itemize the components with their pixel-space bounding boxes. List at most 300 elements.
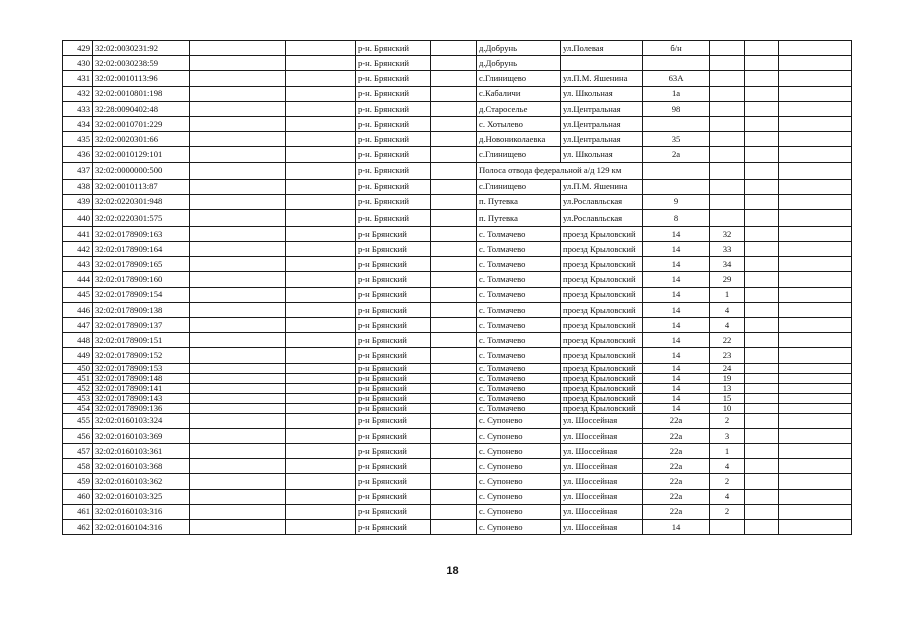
empty-cell xyxy=(431,226,477,241)
district-cell: р-н. Брянский xyxy=(356,132,431,147)
empty-cell xyxy=(190,272,286,287)
empty-cell xyxy=(745,428,779,443)
street-cell: ул. Школьная xyxy=(561,86,643,101)
empty-cell xyxy=(286,428,356,443)
empty-cell xyxy=(431,147,477,162)
empty-cell xyxy=(286,403,356,413)
empty-cell xyxy=(779,383,852,393)
cadastral-number-cell: 32:02:0178909:163 xyxy=(93,226,190,241)
locality-cell: с. Толмачево xyxy=(477,373,561,383)
empty-cell xyxy=(286,179,356,194)
empty-cell xyxy=(745,318,779,333)
empty-cell xyxy=(745,348,779,363)
locality-cell: с. Супонево xyxy=(477,504,561,519)
locality-cell: с. Толмачево xyxy=(477,403,561,413)
table-row xyxy=(63,474,852,489)
empty-cell xyxy=(745,56,779,71)
flat-cell xyxy=(710,71,745,86)
empty-cell xyxy=(286,162,356,179)
row-number-cell: 430 xyxy=(63,56,93,71)
flat-cell xyxy=(710,116,745,131)
row-number-cell: 459 xyxy=(63,474,93,489)
district-cell: р-н. Брянский xyxy=(356,179,431,194)
empty-cell xyxy=(286,302,356,317)
district-cell: р-н Брянский xyxy=(356,272,431,287)
row-number-cell: 438 xyxy=(63,179,93,194)
empty-cell xyxy=(779,86,852,101)
row-number-cell: 458 xyxy=(63,459,93,474)
empty-cell xyxy=(745,257,779,272)
row-number-cell: 457 xyxy=(63,443,93,458)
empty-cell xyxy=(745,363,779,373)
street-cell: ул. Шоссейная xyxy=(561,504,643,519)
cadastral-number-cell: 32:02:0160103:369 xyxy=(93,428,190,443)
house-cell: 1а xyxy=(643,86,710,101)
row-number-cell: 442 xyxy=(63,242,93,257)
empty-cell xyxy=(779,489,852,504)
empty-cell xyxy=(745,519,779,534)
empty-cell xyxy=(745,459,779,474)
empty-cell xyxy=(431,348,477,363)
cadastral-number-cell: 32:02:0178909:164 xyxy=(93,242,190,257)
empty-cell xyxy=(190,393,286,403)
cadastral-number-cell: 32:02:0178909:153 xyxy=(93,363,190,373)
empty-cell xyxy=(779,393,852,403)
row-number-cell: 448 xyxy=(63,333,93,348)
empty-cell xyxy=(190,459,286,474)
table-row xyxy=(63,443,852,458)
street-cell: ул.Центральная xyxy=(561,132,643,147)
empty-cell xyxy=(779,287,852,302)
row-number-cell: 461 xyxy=(63,504,93,519)
house-cell: 9 xyxy=(643,194,710,209)
locality-cell: с. Толмачево xyxy=(477,272,561,287)
cadastral-number-cell: 32:02:0178909:151 xyxy=(93,333,190,348)
row-number-cell: 456 xyxy=(63,428,93,443)
district-cell: р-н Брянский xyxy=(356,413,431,428)
cadastral-number-cell: 32:02:0220301:948 xyxy=(93,194,190,209)
empty-cell xyxy=(431,333,477,348)
empty-cell xyxy=(779,333,852,348)
empty-cell xyxy=(286,194,356,209)
table-row xyxy=(63,318,852,333)
street-cell: ул.П.М. Яшенина xyxy=(561,71,643,86)
district-cell: р-н. Брянский xyxy=(356,86,431,101)
empty-cell xyxy=(190,116,286,131)
table-row xyxy=(63,162,852,179)
table-row xyxy=(63,393,852,403)
row-number-cell: 452 xyxy=(63,383,93,393)
house-cell: 63А xyxy=(643,71,710,86)
empty-cell xyxy=(286,242,356,257)
house-cell: 14 xyxy=(643,373,710,383)
house-cell: 14 xyxy=(643,318,710,333)
empty-cell xyxy=(190,226,286,241)
locality-cell: с. Супонево xyxy=(477,443,561,458)
table-row xyxy=(63,373,852,383)
empty-cell xyxy=(190,287,286,302)
cadastral-number-cell: 32:02:0160103:316 xyxy=(93,504,190,519)
district-cell: р-н. Брянский xyxy=(356,41,431,56)
empty-cell xyxy=(286,383,356,393)
cadastral-number-cell: 32:02:0010113:96 xyxy=(93,71,190,86)
district-cell: р-н. Брянский xyxy=(356,71,431,86)
empty-cell xyxy=(779,474,852,489)
empty-cell xyxy=(779,519,852,534)
empty-cell xyxy=(745,179,779,194)
street-cell: проезд Крыловский xyxy=(561,348,643,363)
empty-cell xyxy=(431,116,477,131)
page-number: 18 xyxy=(446,565,459,577)
empty-cell xyxy=(431,162,477,179)
flat-cell xyxy=(710,147,745,162)
empty-cell xyxy=(190,363,286,373)
house-cell: 2а xyxy=(643,147,710,162)
empty-cell xyxy=(779,147,852,162)
house-cell: б/н xyxy=(643,41,710,56)
empty-cell xyxy=(431,272,477,287)
row-number-cell: 445 xyxy=(63,287,93,302)
row-number-cell: 429 xyxy=(63,41,93,56)
flat-cell: 3 xyxy=(710,428,745,443)
house-cell: 14 xyxy=(643,403,710,413)
flat-cell xyxy=(710,162,745,179)
empty-cell xyxy=(431,504,477,519)
empty-cell xyxy=(431,194,477,209)
cadastral-number-cell: 32:02:0160103:361 xyxy=(93,443,190,458)
house-cell: 14 xyxy=(643,393,710,403)
cadastral-number-cell: 32:02:0030231:92 xyxy=(93,41,190,56)
flat-cell: 1 xyxy=(710,287,745,302)
empty-cell xyxy=(190,428,286,443)
flat-cell: 32 xyxy=(710,226,745,241)
flat-cell: 22 xyxy=(710,333,745,348)
flat-cell: 23 xyxy=(710,348,745,363)
flat-cell: 29 xyxy=(710,272,745,287)
street-cell: ул. Шоссейная xyxy=(561,428,643,443)
district-cell: р-н Брянский xyxy=(356,242,431,257)
locality-cell: д.Добрунь xyxy=(477,56,561,71)
table-row xyxy=(63,71,852,86)
table-row xyxy=(63,333,852,348)
table-row xyxy=(63,348,852,363)
empty-cell xyxy=(779,504,852,519)
flat-cell: 2 xyxy=(710,413,745,428)
empty-cell xyxy=(190,383,286,393)
house-cell xyxy=(643,56,710,71)
locality-cell: с. Толмачево xyxy=(477,226,561,241)
empty-cell xyxy=(190,443,286,458)
cadastral-number-cell: 32:02:0010113:87 xyxy=(93,179,190,194)
street-cell: ул. Шоссейная xyxy=(561,413,643,428)
street-cell: ул.П.М. Яшенина xyxy=(561,179,643,194)
district-cell: р-н Брянский xyxy=(356,393,431,403)
empty-cell xyxy=(431,403,477,413)
empty-cell xyxy=(286,116,356,131)
table-row xyxy=(63,383,852,393)
locality-cell: с. Толмачево xyxy=(477,383,561,393)
cadastral-number-cell: 32:28:0090402:48 xyxy=(93,101,190,116)
empty-cell xyxy=(745,101,779,116)
street-cell: ул. Школьная xyxy=(561,147,643,162)
empty-cell xyxy=(190,179,286,194)
empty-cell xyxy=(745,333,779,348)
district-cell: р-н Брянский xyxy=(356,318,431,333)
flat-cell xyxy=(710,101,745,116)
house-cell: 14 xyxy=(643,302,710,317)
flat-cell: 34 xyxy=(710,257,745,272)
house-cell: 22а xyxy=(643,443,710,458)
row-number-cell: 441 xyxy=(63,226,93,241)
empty-cell xyxy=(190,333,286,348)
registry-table-body xyxy=(63,41,852,535)
empty-cell xyxy=(779,226,852,241)
street-cell: проезд Крыловский xyxy=(561,272,643,287)
locality-cell: с.Глинищево xyxy=(477,179,561,194)
empty-cell xyxy=(190,318,286,333)
empty-cell xyxy=(431,459,477,474)
table-row xyxy=(63,272,852,287)
flat-cell xyxy=(710,179,745,194)
empty-cell xyxy=(779,272,852,287)
locality-cell: с. Супонево xyxy=(477,489,561,504)
empty-cell xyxy=(779,348,852,363)
empty-cell xyxy=(745,383,779,393)
table-row xyxy=(63,179,852,194)
empty-cell xyxy=(190,474,286,489)
table-row xyxy=(63,413,852,428)
house-cell: 14 xyxy=(643,257,710,272)
district-cell: р-н Брянский xyxy=(356,403,431,413)
empty-cell xyxy=(286,333,356,348)
row-number-cell: 437 xyxy=(63,162,93,179)
flat-cell: 10 xyxy=(710,403,745,413)
empty-cell xyxy=(286,474,356,489)
empty-cell xyxy=(190,162,286,179)
empty-cell xyxy=(745,71,779,86)
cadastral-number-cell: 32:02:0220301:575 xyxy=(93,209,190,226)
district-cell: р-н Брянский xyxy=(356,373,431,383)
row-number-cell: 446 xyxy=(63,302,93,317)
empty-cell xyxy=(431,41,477,56)
house-cell: 14 xyxy=(643,363,710,373)
district-cell: р-н Брянский xyxy=(356,459,431,474)
empty-cell xyxy=(431,383,477,393)
cadastral-number-cell: 32:02:0178909:154 xyxy=(93,287,190,302)
flat-cell: 4 xyxy=(710,318,745,333)
locality-cell: с. Толмачево xyxy=(477,242,561,257)
table-row xyxy=(63,242,852,257)
district-cell: р-н Брянский xyxy=(356,489,431,504)
street-cell: проезд Крыловский xyxy=(561,242,643,257)
table-row xyxy=(63,116,852,131)
empty-cell xyxy=(286,147,356,162)
cadastral-number-cell: 32:02:0178909:165 xyxy=(93,257,190,272)
empty-cell xyxy=(745,242,779,257)
flat-cell: 1 xyxy=(710,443,745,458)
empty-cell xyxy=(431,373,477,383)
cadastral-number-cell: 32:02:0000000:500 xyxy=(93,162,190,179)
empty-cell xyxy=(190,56,286,71)
empty-cell xyxy=(286,101,356,116)
empty-cell xyxy=(190,257,286,272)
locality-cell: с. Супонево xyxy=(477,474,561,489)
empty-cell xyxy=(779,101,852,116)
empty-cell xyxy=(431,257,477,272)
empty-cell xyxy=(779,459,852,474)
flat-cell: 13 xyxy=(710,383,745,393)
table-row xyxy=(63,209,852,226)
empty-cell xyxy=(431,287,477,302)
empty-cell xyxy=(286,489,356,504)
empty-cell xyxy=(779,132,852,147)
empty-cell xyxy=(745,302,779,317)
street-cell: проезд Крыловский xyxy=(561,403,643,413)
empty-cell xyxy=(190,413,286,428)
table-row xyxy=(63,403,852,413)
empty-cell xyxy=(745,504,779,519)
empty-cell xyxy=(745,86,779,101)
row-number-cell: 447 xyxy=(63,318,93,333)
table-row xyxy=(63,504,852,519)
empty-cell xyxy=(286,56,356,71)
table-row xyxy=(63,226,852,241)
flat-cell: 4 xyxy=(710,489,745,504)
street-cell: ул. Шоссейная xyxy=(561,489,643,504)
locality-cell: с. Толмачево xyxy=(477,257,561,272)
locality-cell: с. Толмачево xyxy=(477,333,561,348)
locality-cell: п. Путевка xyxy=(477,209,561,226)
locality-cell: с. Супонево xyxy=(477,428,561,443)
empty-cell xyxy=(745,41,779,56)
house-cell: 14 xyxy=(643,242,710,257)
table-row xyxy=(63,147,852,162)
row-number-cell: 449 xyxy=(63,348,93,363)
house-cell: 22а xyxy=(643,428,710,443)
locality-cell: с.Глинищево xyxy=(477,147,561,162)
locality-cell: с. Толмачево xyxy=(477,287,561,302)
empty-cell xyxy=(431,242,477,257)
street-cell: проезд Крыловский xyxy=(561,287,643,302)
house-cell: 14 xyxy=(643,226,710,241)
locality-cell: с. Супонево xyxy=(477,519,561,534)
house-cell: 14 xyxy=(643,519,710,534)
empty-cell xyxy=(286,443,356,458)
street-cell: ул.Центральная xyxy=(561,116,643,131)
empty-cell xyxy=(190,519,286,534)
empty-cell xyxy=(431,474,477,489)
district-cell: р-н. Брянский xyxy=(356,56,431,71)
empty-cell xyxy=(431,56,477,71)
empty-cell xyxy=(190,302,286,317)
empty-cell xyxy=(286,504,356,519)
row-number-cell: 454 xyxy=(63,403,93,413)
empty-cell xyxy=(190,71,286,86)
locality-cell: с. Толмачево xyxy=(477,302,561,317)
district-cell: р-н Брянский xyxy=(356,333,431,348)
empty-cell xyxy=(431,443,477,458)
street-cell: ул. Шоссейная xyxy=(561,443,643,458)
note-cell: Полоса отвода федеральной а/д 129 км xyxy=(477,162,643,179)
empty-cell xyxy=(190,348,286,363)
empty-cell xyxy=(745,209,779,226)
empty-cell xyxy=(745,443,779,458)
house-cell: 14 xyxy=(643,383,710,393)
district-cell: р-н. Брянский xyxy=(356,116,431,131)
empty-cell xyxy=(431,413,477,428)
empty-cell xyxy=(779,56,852,71)
row-number-cell: 444 xyxy=(63,272,93,287)
locality-cell: с.Кабаличи xyxy=(477,86,561,101)
empty-cell xyxy=(431,71,477,86)
empty-cell xyxy=(779,41,852,56)
table-row xyxy=(63,194,852,209)
empty-cell xyxy=(431,101,477,116)
row-number-cell: 440 xyxy=(63,209,93,226)
locality-cell: с. Супонево xyxy=(477,413,561,428)
empty-cell xyxy=(190,489,286,504)
empty-cell xyxy=(779,257,852,272)
cadastral-number-cell: 32:02:0178909:138 xyxy=(93,302,190,317)
row-number-cell: 460 xyxy=(63,489,93,504)
table-row xyxy=(63,86,852,101)
district-cell: р-н Брянский xyxy=(356,226,431,241)
empty-cell xyxy=(779,179,852,194)
row-number-cell: 455 xyxy=(63,413,93,428)
flat-cell xyxy=(710,86,745,101)
row-number-cell: 450 xyxy=(63,363,93,373)
district-cell: р-н Брянский xyxy=(356,519,431,534)
empty-cell xyxy=(745,393,779,403)
house-cell xyxy=(643,116,710,131)
street-cell: проезд Крыловский xyxy=(561,393,643,403)
empty-cell xyxy=(745,474,779,489)
district-cell: р-н Брянский xyxy=(356,504,431,519)
cadastral-number-cell: 32:02:0020301:66 xyxy=(93,132,190,147)
cadastral-number-cell: 32:02:0160103:324 xyxy=(93,413,190,428)
empty-cell xyxy=(286,132,356,147)
district-cell: р-н Брянский xyxy=(356,257,431,272)
street-cell: ул. Шоссейная xyxy=(561,474,643,489)
street-cell: ул.Центральная xyxy=(561,101,643,116)
flat-cell xyxy=(710,56,745,71)
district-cell: р-н. Брянский xyxy=(356,209,431,226)
empty-cell xyxy=(190,242,286,257)
street-cell: ул. Шоссейная xyxy=(561,459,643,474)
empty-cell xyxy=(286,209,356,226)
cadastral-number-cell: 32:02:0010801:198 xyxy=(93,86,190,101)
locality-cell: с. Толмачево xyxy=(477,318,561,333)
empty-cell xyxy=(779,194,852,209)
flat-cell: 33 xyxy=(710,242,745,257)
house-cell: 22а xyxy=(643,504,710,519)
cadastral-number-cell: 32:02:0160103:325 xyxy=(93,489,190,504)
empty-cell xyxy=(286,363,356,373)
district-cell: р-н Брянский xyxy=(356,363,431,373)
empty-cell xyxy=(779,302,852,317)
house-cell: 14 xyxy=(643,272,710,287)
table-row xyxy=(63,101,852,116)
flat-cell: 2 xyxy=(710,474,745,489)
empty-cell xyxy=(431,209,477,226)
flat-cell: 19 xyxy=(710,373,745,383)
empty-cell xyxy=(190,101,286,116)
empty-cell xyxy=(190,373,286,383)
house-cell xyxy=(643,162,710,179)
empty-cell xyxy=(779,162,852,179)
empty-cell xyxy=(779,71,852,86)
empty-cell xyxy=(431,428,477,443)
